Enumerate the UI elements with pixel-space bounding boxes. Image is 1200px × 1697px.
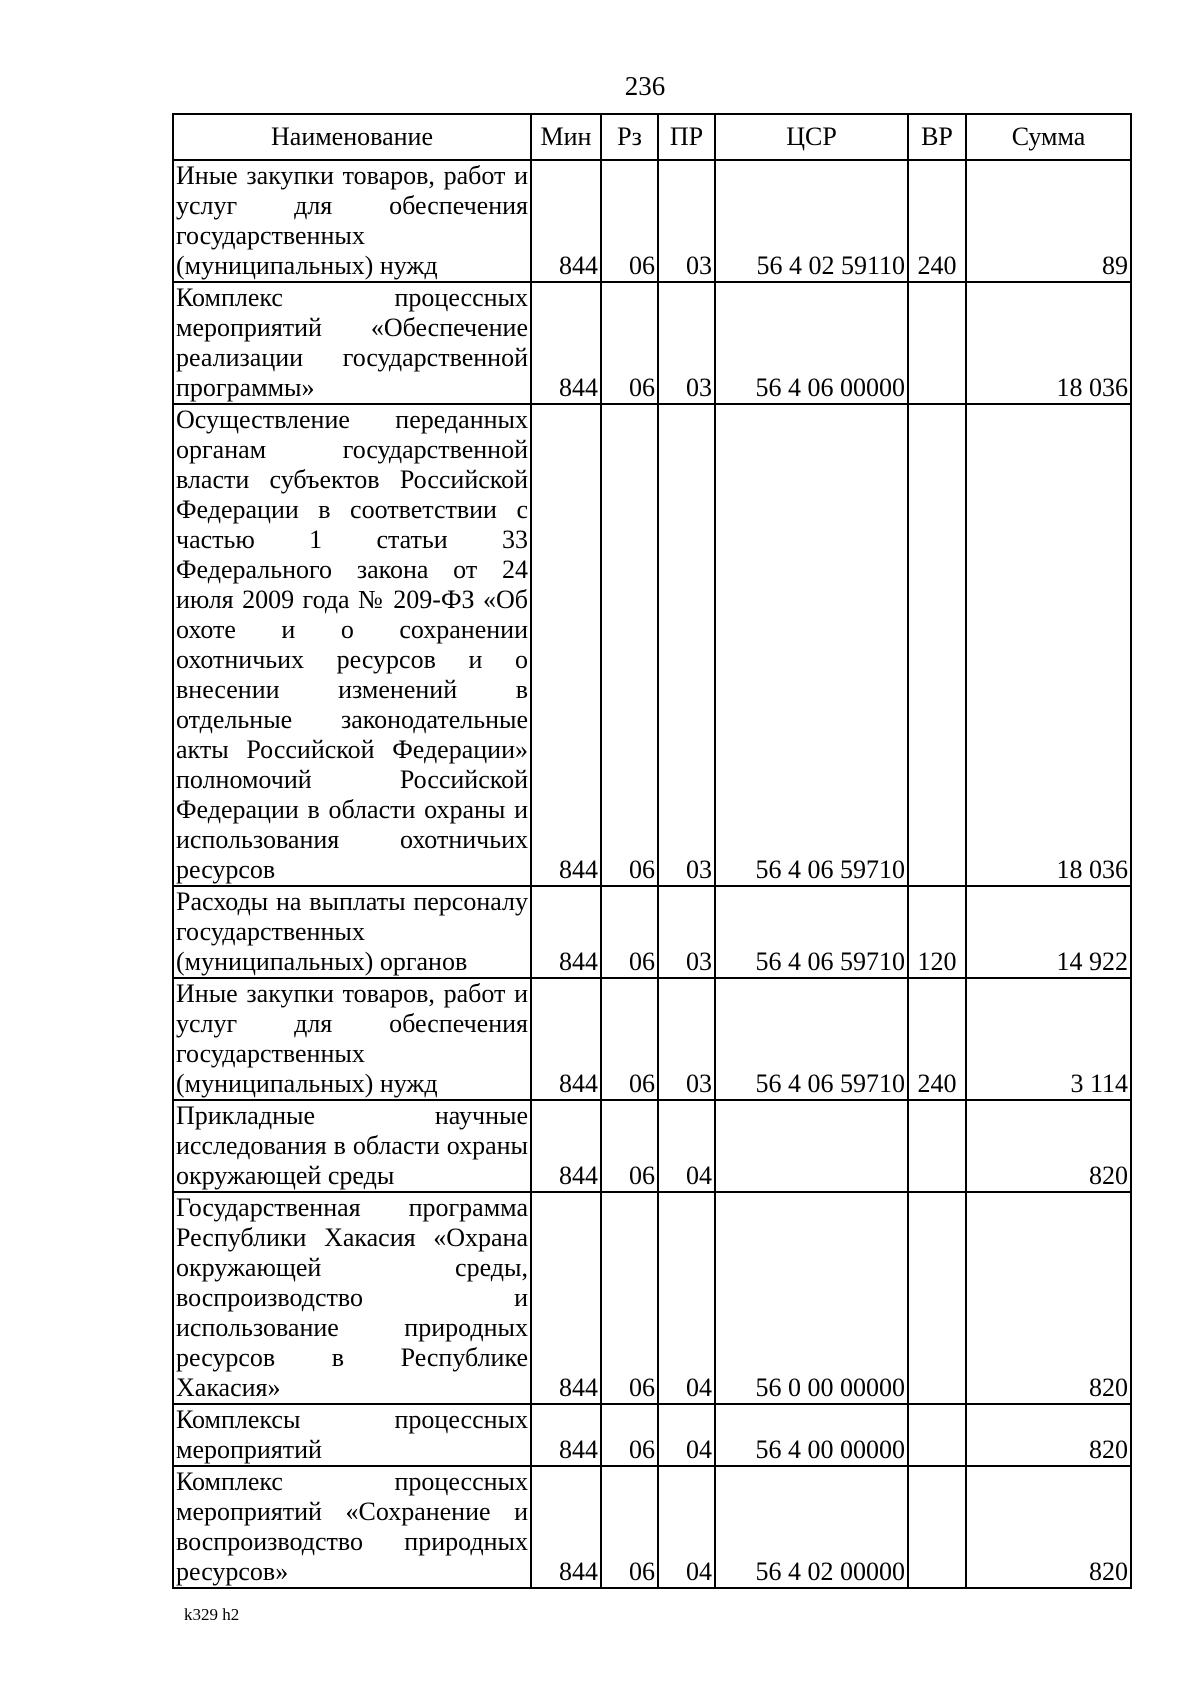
row-min: 844 bbox=[531, 1404, 601, 1466]
column-header-vr: ВР bbox=[908, 114, 966, 160]
table-row bbox=[173, 978, 1131, 1100]
row-csr: 56 4 06 59710 bbox=[715, 404, 908, 886]
row-name: Осуществление переданных органам государственной власти субъектов Российской Федерации в соответствии с частью 1 статьи 33 Федерального закона от 24 июля 2009 года № 209-ФЗ «Об охоте и о сохранении охотничьих ресурсов и о внесении изменений в отдельные законодательные акты Российской Федерации» полномочий Российской Федерации в области охраны и использования охотничьих ресурсов bbox=[173, 404, 531, 886]
row-sum: 820 bbox=[966, 1100, 1131, 1192]
row-pr: 03 bbox=[658, 404, 715, 886]
row-sum: 820 bbox=[966, 1404, 1131, 1466]
row-vr: 240 bbox=[908, 160, 966, 282]
row-rz: 06 bbox=[601, 1404, 658, 1466]
row-rz: 06 bbox=[601, 1466, 658, 1588]
table-row bbox=[173, 282, 1131, 404]
row-rz: 06 bbox=[601, 1100, 658, 1192]
table-row bbox=[173, 1404, 1131, 1466]
row-name: Иные закупки товаров, работ и услуг для обеспечения государственных (муниципальных) нужд bbox=[173, 978, 531, 1100]
row-pr: 03 bbox=[658, 978, 715, 1100]
row-min: 844 bbox=[531, 886, 601, 978]
table-row bbox=[173, 160, 1131, 282]
table-row bbox=[173, 886, 1131, 978]
row-vr: 240 bbox=[908, 978, 966, 1100]
row-pr: 04 bbox=[658, 1192, 715, 1404]
column-header-csr: ЦСР bbox=[715, 114, 908, 160]
row-pr: 04 bbox=[658, 1466, 715, 1588]
row-name: Государственная программа Республики Хакасия «Охрана окружающей среды, воспроизводство и использование природных ресурсов в Республике Хакасия» bbox=[173, 1192, 531, 1404]
row-min: 844 bbox=[531, 160, 601, 282]
document-code-footer: k329 h2 bbox=[184, 1605, 240, 1624]
budget-table bbox=[172, 113, 1132, 1589]
row-sum: 3 114 bbox=[966, 978, 1131, 1100]
row-name: Расходы на выплаты персоналу государственных (муниципальных) органов bbox=[173, 886, 531, 978]
table-row bbox=[173, 404, 1131, 886]
column-header-min: Мин bbox=[531, 114, 601, 160]
row-csr: 56 4 06 00000 bbox=[715, 282, 908, 404]
row-rz: 06 bbox=[601, 404, 658, 886]
row-name: Комплекс процессных мероприятий «Сохранение и воспроизводство природных ресурсов» bbox=[173, 1466, 531, 1588]
column-header-pr: ПР bbox=[658, 114, 715, 160]
row-sum: 18 036 bbox=[966, 404, 1131, 886]
column-header-name: Наименование bbox=[173, 114, 531, 160]
column-header-rz: Рз bbox=[601, 114, 658, 160]
row-sum: 18 036 bbox=[966, 282, 1131, 404]
row-sum: 820 bbox=[966, 1192, 1131, 1404]
table-row bbox=[173, 1466, 1131, 1588]
row-rz: 06 bbox=[601, 160, 658, 282]
table-row bbox=[173, 1100, 1131, 1192]
row-csr: 56 4 00 00000 bbox=[715, 1404, 908, 1466]
row-name: Иные закупки товаров, работ и услуг для обеспечения государственных (муниципальных) нужд bbox=[173, 160, 531, 282]
row-csr: 56 4 06 59710 bbox=[715, 886, 908, 978]
row-sum: 89 bbox=[966, 160, 1131, 282]
row-pr: 03 bbox=[658, 160, 715, 282]
row-sum: 820 bbox=[966, 1466, 1131, 1588]
row-csr bbox=[715, 1100, 908, 1192]
row-csr: 56 0 00 00000 bbox=[715, 1192, 908, 1404]
row-pr: 03 bbox=[658, 282, 715, 404]
row-pr: 04 bbox=[658, 1100, 715, 1192]
table-row bbox=[173, 1192, 1131, 1404]
row-rz: 06 bbox=[601, 1192, 658, 1404]
page-number: 236 bbox=[624, 71, 666, 101]
row-rz: 06 bbox=[601, 886, 658, 978]
row-min: 844 bbox=[531, 282, 601, 404]
row-vr bbox=[908, 282, 966, 404]
row-rz: 06 bbox=[601, 978, 658, 1100]
table-header-row bbox=[173, 114, 1131, 160]
column-header-sum: Сумма bbox=[966, 114, 1131, 160]
row-vr: 120 bbox=[908, 886, 966, 978]
row-min: 844 bbox=[531, 404, 601, 886]
row-vr bbox=[908, 1404, 966, 1466]
row-csr: 56 4 02 59110 bbox=[715, 160, 908, 282]
row-min: 844 bbox=[531, 1100, 601, 1192]
row-sum: 14 922 bbox=[966, 886, 1131, 978]
row-name: Комплексы процессных мероприятий bbox=[173, 1404, 531, 1466]
row-pr: 03 bbox=[658, 886, 715, 978]
row-vr bbox=[908, 404, 966, 886]
row-vr bbox=[908, 1192, 966, 1404]
row-pr: 04 bbox=[658, 1404, 715, 1466]
row-vr bbox=[908, 1100, 966, 1192]
row-name: Прикладные научные исследования в области охраны окружающей среды bbox=[173, 1100, 531, 1192]
row-name: Комплекс процессных мероприятий «Обеспечение реализации государственной программы» bbox=[173, 282, 531, 404]
row-min: 844 bbox=[531, 1466, 601, 1588]
row-rz: 06 bbox=[601, 282, 658, 404]
row-min: 844 bbox=[531, 1192, 601, 1404]
row-min: 844 bbox=[531, 978, 601, 1100]
row-vr bbox=[908, 1466, 966, 1588]
row-csr: 56 4 02 00000 bbox=[715, 1466, 908, 1588]
row-csr: 56 4 06 59710 bbox=[715, 978, 908, 1100]
